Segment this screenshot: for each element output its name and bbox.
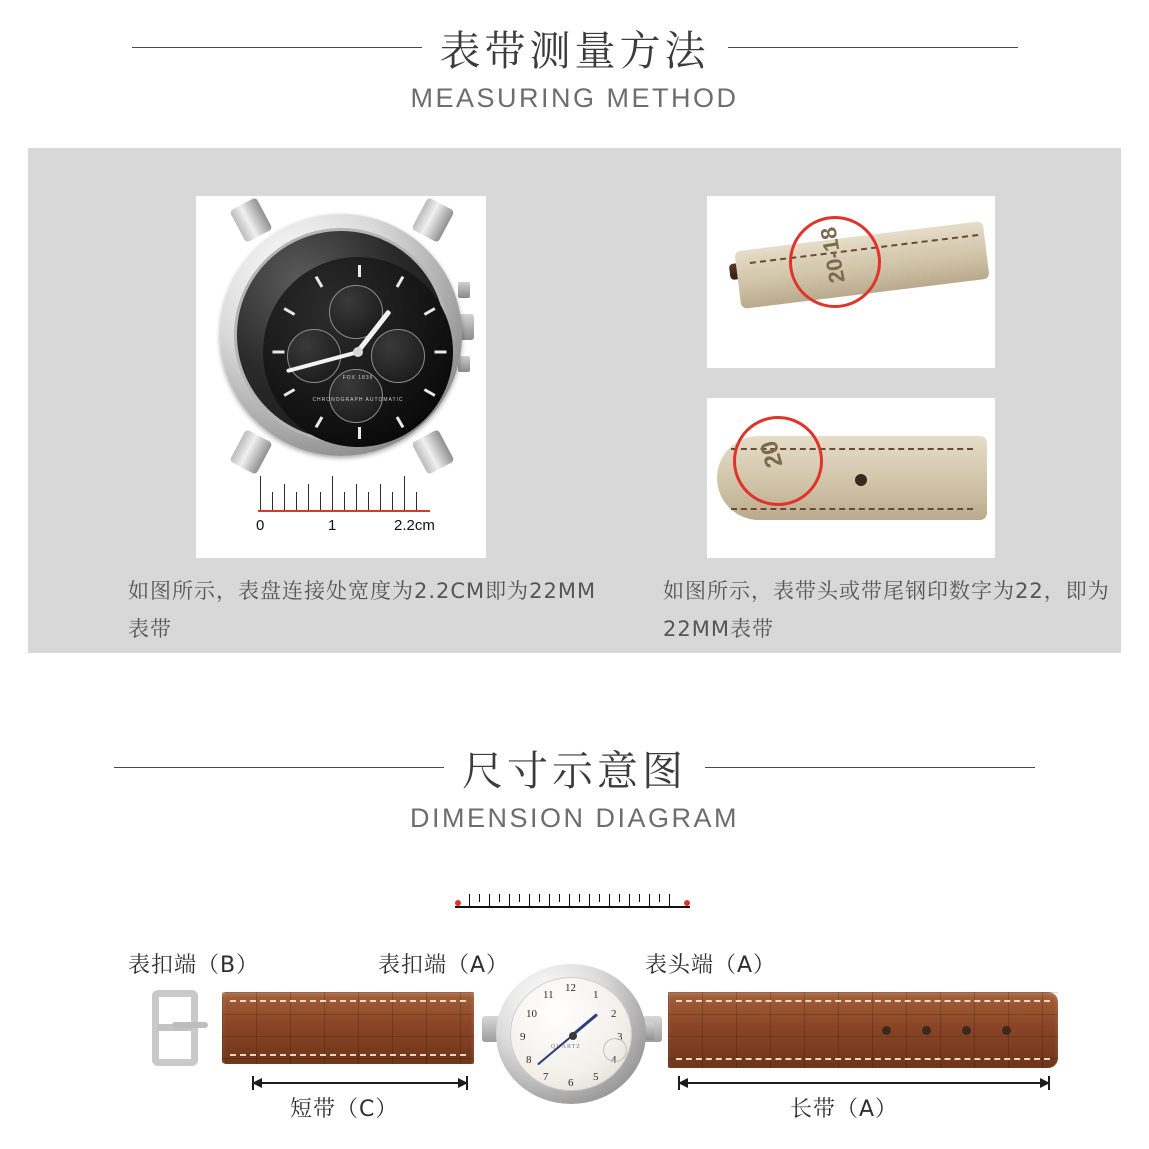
watch-bezel bbox=[234, 228, 448, 442]
long-measure-arrow-right bbox=[1040, 1078, 1050, 1088]
ruler-label-0: 0 bbox=[256, 517, 265, 534]
header-rule-left bbox=[132, 47, 422, 48]
scale-ruler bbox=[455, 892, 690, 922]
dial-numeral-8: 8 bbox=[526, 1054, 532, 1066]
dim-header-rule-left bbox=[114, 767, 444, 768]
dial-numeral-11: 11 bbox=[543, 989, 554, 1001]
long-strap-measure bbox=[678, 1076, 1050, 1090]
dimension-diagram bbox=[0, 880, 1149, 1140]
measuring-method-header bbox=[0, 18, 1149, 114]
watch-lug-top-left bbox=[229, 197, 272, 243]
buckle-tongue bbox=[172, 1022, 208, 1028]
dial-numeral-4: 4 bbox=[611, 1054, 617, 1066]
label-buckle-end-b: 表扣端（B） bbox=[128, 953, 260, 978]
dial-numeral-6: 6 bbox=[568, 1077, 574, 1089]
dim-header-rule-right bbox=[705, 767, 1035, 768]
caption-left: 如图所示，表盘连接处宽度为2.2CM即为22MM表带 bbox=[128, 579, 597, 641]
short-measure-arrow-left bbox=[252, 1078, 262, 1088]
dimension-title-en: DIMENSION DIAGRAM bbox=[409, 803, 740, 833]
strap-stamp-text-bottom: 20 bbox=[755, 437, 789, 471]
measuring-title-cn: 表带测量方法 bbox=[439, 27, 710, 75]
dial-movement-text: CHRONOGRAPH AUTOMATIC bbox=[312, 397, 404, 403]
width-ruler bbox=[256, 474, 435, 534]
long-strap-stitch-top bbox=[676, 1000, 1050, 1002]
long-measure-arrow-left bbox=[678, 1078, 688, 1088]
long-measure-line bbox=[678, 1082, 1050, 1084]
label-head-end-a: 表头端（A） bbox=[645, 953, 777, 978]
dial-numeral-2: 2 bbox=[611, 1008, 617, 1020]
long-strap-hole-2 bbox=[922, 1026, 931, 1035]
watch-lug-top-right bbox=[411, 197, 454, 243]
caption-right: 如图所示，表带头或带尾钢印数字为22，即为22MM表带 bbox=[663, 579, 1110, 641]
dial-numeral-9: 9 bbox=[520, 1031, 526, 1043]
measuring-header-row bbox=[0, 18, 1149, 77]
watch-head-case bbox=[496, 964, 646, 1104]
label-long-strap: 长带（A） bbox=[790, 1097, 899, 1122]
watch-dial bbox=[263, 257, 453, 447]
watch-pusher-bottom bbox=[458, 356, 470, 372]
dial-quartz-text: QUARTZ bbox=[551, 1044, 581, 1050]
dial-numeral-12: 12 bbox=[565, 982, 576, 994]
dial-numeral-7: 7 bbox=[543, 1071, 549, 1083]
dial-numeral-1: 1 bbox=[593, 989, 599, 1001]
ruler-label-1: 1 bbox=[328, 517, 337, 534]
strap-stamp-photo-bottom bbox=[707, 398, 995, 558]
scale-ruler-baseline bbox=[455, 906, 690, 908]
ruler-baseline bbox=[258, 510, 430, 512]
short-strap bbox=[222, 992, 474, 1064]
strap-tip-image bbox=[707, 398, 995, 558]
long-strap-hole-3 bbox=[962, 1026, 971, 1035]
label-buckle-end-a: 表扣端（A） bbox=[378, 953, 510, 978]
dial-numeral-5: 5 bbox=[593, 1071, 599, 1083]
watch-head-subdial bbox=[603, 1038, 627, 1062]
long-strap-texture bbox=[668, 992, 1058, 1068]
strap-tip-stitch-bottom bbox=[731, 508, 973, 510]
short-strap-stitch-bottom bbox=[230, 1054, 466, 1056]
dimension-header-row bbox=[0, 738, 1149, 797]
watch-head-dial bbox=[510, 977, 632, 1091]
watch-head bbox=[482, 964, 668, 1104]
dial-numeral-3: 3 bbox=[617, 1031, 623, 1043]
short-measure-arrow-right bbox=[458, 1078, 468, 1088]
strap-tail-image bbox=[707, 196, 995, 368]
strap-stamp-text-top: 20-18 bbox=[815, 225, 850, 285]
strap-buckle-hole bbox=[855, 474, 867, 486]
long-strap-hole-4 bbox=[1002, 1026, 1011, 1035]
watch-head-center-pin bbox=[569, 1032, 577, 1040]
dial-numeral-10: 10 bbox=[526, 1008, 537, 1020]
watch-lug-bottom-right bbox=[411, 429, 454, 475]
short-measure-line bbox=[252, 1082, 468, 1084]
dimension-diagram-header bbox=[0, 738, 1149, 834]
long-strap-stitch-bottom bbox=[676, 1058, 1050, 1060]
watch-lug-bottom-left bbox=[229, 429, 272, 475]
dial-brand-text: FOX 1835 bbox=[342, 375, 374, 381]
ruler-label-2: 2.2cm bbox=[394, 517, 435, 534]
long-strap bbox=[668, 992, 1058, 1068]
watch-center-pin bbox=[353, 347, 363, 357]
label-short-strap: 短带（C） bbox=[290, 1097, 399, 1122]
watch-pusher-top bbox=[458, 282, 470, 298]
watch-case bbox=[220, 214, 462, 456]
watch-width-photo bbox=[196, 196, 486, 558]
short-strap-measure bbox=[252, 1076, 468, 1090]
strap-stamp-photo-top bbox=[707, 196, 995, 368]
dimension-title-cn: 尺寸示意图 bbox=[462, 747, 687, 795]
watch-buckle bbox=[152, 990, 208, 1066]
measuring-title-en: MEASURING METHOD bbox=[410, 83, 739, 113]
header-rule-right bbox=[728, 47, 1018, 48]
long-strap-hole-1 bbox=[882, 1026, 891, 1035]
short-strap-stitch-top bbox=[230, 1000, 466, 1002]
